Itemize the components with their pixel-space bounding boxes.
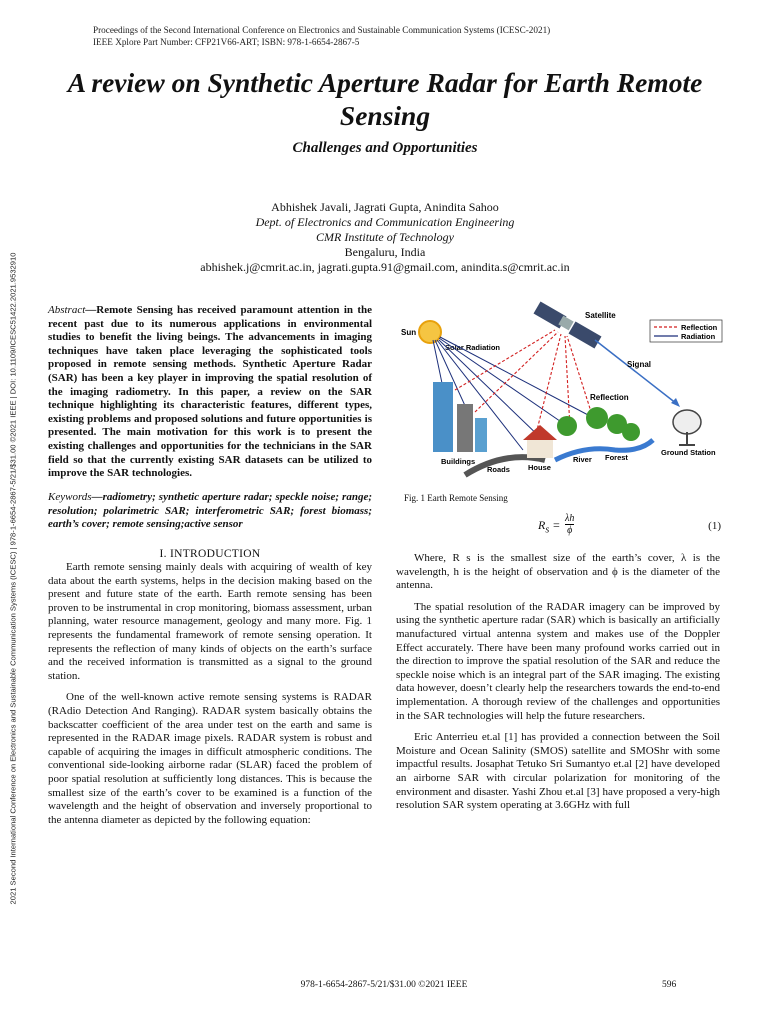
label-reflection: Reflection	[590, 393, 629, 402]
paragraph: Where, R s is the smallest size of the earth’s cover, λ is the wavelength, h is the height of observation and ϕ is the diameter of the antenna.	[396, 552, 720, 592]
author-block	[40, 200, 730, 275]
author-institution: CMR Institute of Technology	[316, 230, 454, 244]
running-header	[93, 24, 550, 48]
label-ground-station: Ground Station	[661, 448, 716, 457]
author-dept: Dept. of Electronics and Communication Engineering	[255, 215, 515, 229]
footer-copyright: 978-1-6654-2867-5/21/$31.00 ©2021 IEEE	[300, 980, 468, 990]
eq-number: (1)	[708, 520, 721, 532]
eq-equals: =	[552, 518, 561, 532]
satellite-icon	[534, 301, 602, 348]
page-number: 596	[662, 980, 677, 990]
paragraph: Earth remote sensing mainly deals with acquiring of wealth of key data about the earth systems, helps in the decision making based on the present and future state of the earth. Earth remote sensing has been proven to be instrumental in crop monitoring, biomass assessment, urban planning, water resource management, geology and many more. Fig. 1 represents the fundamental framework of remote sensing operation. It represents the reflection of many kinds of objects on the earth’s surface and the received information is transmitted as a signal to the ground station.	[48, 561, 372, 682]
eq-lhs-sub: s	[545, 524, 550, 536]
author-names: Abhishek Javali, Jagrati Gupta, Anindita Sahoo	[271, 200, 499, 214]
label-sun: Sun	[401, 328, 417, 337]
header-line-2: IEEE Xplore Part Number: CFP21V66-ART; ISBN: 978-1-6654-2867-5	[93, 37, 360, 47]
buildings-icon	[433, 382, 487, 452]
sidebar-citation: 2021 Second International Conference on Electronics and Sustainable Communication Systems (ICESC) | 978-1-6654-2867-5/21/$31.00 ©2021 IEEE | DOI: 10.1109/ICESC51422.2021.9532910	[8, 252, 18, 905]
section-heading-introduction: I. INTRODUCTION	[159, 548, 261, 560]
label-buildings: Buildings	[441, 457, 476, 466]
paper-subtitle: Challenges and Opportunities	[292, 140, 478, 156]
author-city: Bengaluru, India	[344, 245, 426, 259]
keywords	[48, 491, 372, 532]
label-signal: Signal	[627, 360, 652, 369]
keywords-label: Keywords	[48, 491, 92, 503]
label-river: River	[573, 455, 592, 464]
river-icon	[555, 440, 653, 460]
figure-earth-remote-sensing	[395, 300, 725, 480]
eq-lhs	[538, 518, 560, 535]
label-solar-radiation: Solar Radiation	[445, 343, 501, 352]
eq-lhs-symbol: R	[538, 518, 546, 532]
figure-caption: Fig. 1 Earth Remote Sensing	[404, 493, 508, 503]
eq-numerator: λh	[565, 513, 575, 524]
abstract-text: —Remote Sensing has received paramount attention in the recent past due to its numerous applications in environmental studies to benefit the living beings. The advancements in imaging techniques have taken place leveraging the sophisticated tools proposed in remote sensing methods. Synthetic Aperture Radar (SAR) has been a key player in improving the spatial resolution of the imaging radiometry. In this paper, a review on the SAR technique highlighting its characteristic features, different types, existing problems and proposed solutions and future opportunities is presented. The main motivation for this work is to present the existing challenges and opportunities for the technicians in the SAR field so that the currently existing SAR datasets can be utilized to improve the SAR technologies.	[48, 304, 372, 480]
eq-fraction	[565, 513, 574, 536]
legend-radiation: Radiation	[681, 332, 716, 341]
abstract-label: Abstract	[48, 304, 86, 316]
paragraph: One of the well-known active remote sensing systems is RADAR (RAdio Detection And Ranging). RADAR system basically obtains the backscatter coefficient of the area under test on the earth and same is represented in the RADAR image pixels. RADAR system is robust and capable of acquiring the images in difficult atmospheric conditions. The conventional side-looking airborne radar (SLAR) faced the problem of poor spatial resolution at sufficiently long distances. This is because the smallest size of the earth’s cover to be examined is a function of the wavelength and the height of observation and inversely proportional to the antenna diameter as depicted by the following equation:	[48, 691, 372, 826]
house-icon	[523, 425, 557, 458]
ground-station-icon	[673, 410, 701, 445]
header-line-1: Proceedings of the Second International Conference on Electronics and Sustainable Communication Systems (ICESC-2021)	[93, 25, 551, 35]
author-emails: abhishek.j@cmrit.ac.in, jagrati.gupta.91@gmail.com, anindita.s@cmrit.ac.in	[200, 260, 570, 274]
paper-title: A review on Synthetic Aperture Radar for Earth Remote Sensing	[67, 67, 703, 131]
label-forest: Forest	[605, 453, 628, 462]
legend-reflection: Reflection	[681, 323, 718, 332]
label-roads: Roads	[487, 465, 510, 474]
equation-1	[400, 513, 725, 540]
label-house: House	[528, 463, 551, 472]
eq-denominator: ϕ	[565, 524, 574, 536]
label-satellite: Satellite	[585, 311, 616, 320]
right-column-body	[396, 552, 720, 821]
abstract	[48, 304, 372, 481]
paragraph: Eric Anterrieu et.al [1] has provided a connection between the Soil Moisture and Ocean Salinity (SMOS) satellite and SMOShr with some impactful results. Josaphat Tetuko Sri Sumantyo et.al [2] have developed an airborne SAR with circular polarization for monitoring of the environment and disaster. Yashi Zhou et.al [3] have proposed a very-high resolution SAR system operating at 3.6GHz with full	[396, 731, 720, 812]
keywords-text: —radiometry; synthetic aperture radar; speckle noise; range; resolution; polarimetric SAR; interferometric SAR; forest biomass; earth’s cover; remote sensing;active sensor	[48, 491, 372, 531]
sun-icon	[419, 321, 441, 343]
left-column-body	[48, 561, 372, 835]
paragraph: The spatial resolution of the RADAR imagery can be improved by using the synthetic aperture radar (SAR) which is basically an artificially manufactured virtual antenna system and makes use of the Doppler Effect accurately. There have been many profound works carried out in the direction to improve the spatial resolution of the SAR and reduce the speckle noise which is an integral part of the SAR imaging. The existing data however, doesn’t clearly help the researchers towards the end-to-end implementation. A thorough review of the challenges and opportunities in the SAR technologies will help the future researchers.	[396, 600, 720, 722]
